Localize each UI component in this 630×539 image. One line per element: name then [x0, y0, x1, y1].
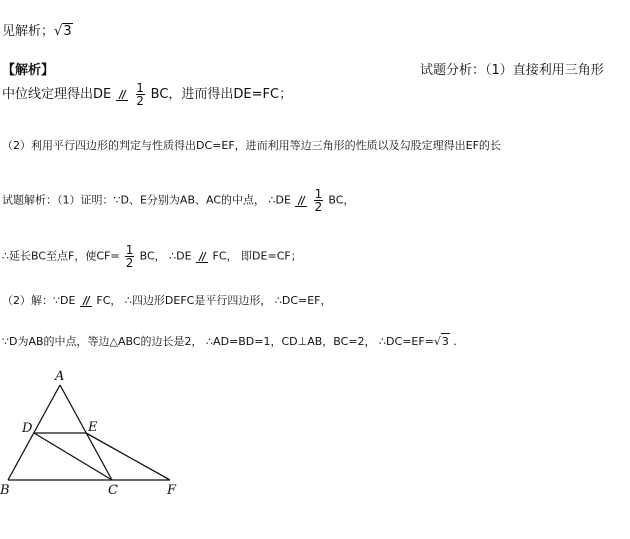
geometry-figure: [0, 365, 200, 505]
solution-line4-c: .: [453, 335, 457, 348]
solution-line3: [2, 292, 332, 310]
analysis-intro: 试题分析：（1）直接利用三角形: [420, 63, 604, 78]
solution-line1-a: 试题解析：（1）证明：∵D、E分别为AB、AC的中点， ∴DE: [2, 193, 291, 207]
solution-line1: [2, 188, 354, 213]
analysis-line1-a: 中位线定理得出DE: [2, 87, 112, 102]
fraction-half: $\frac{1}{2}$: [136, 81, 144, 108]
analysis-line2: （2）利用平行四边形的判定与性质得出DC=EF，进而利用等边三角形的性质以及勾股定理得出EF的长: [2, 139, 501, 152]
label-c: C: [108, 483, 118, 498]
segment-dc: [34, 433, 112, 480]
solution-line3-b: FC， ∴四边形DEFC是平行四边形， ∴DC=EF，: [96, 294, 332, 307]
answer-prefix: 见解析；: [2, 24, 55, 39]
solution-sqrt-value: 3: [441, 335, 449, 348]
analysis-line1: [2, 82, 292, 107]
label-f: F: [167, 483, 177, 498]
parallel-equal-icon: [115, 88, 129, 102]
parallel-equal-icon: [195, 250, 209, 264]
solution-line4-a: ∵D为AB的中点，等边△ABC的边长是2， ∴AD=BD=1，CD⊥AB，BC=2， ∴DC=EF=: [2, 335, 434, 348]
solution-line3-a: （2）解：∵DE: [2, 294, 76, 307]
fraction-half: $\frac{1}{2}$: [314, 187, 323, 214]
solution-line2-a: ∴延长BC至点F，使CF=: [2, 249, 120, 263]
label-d: D: [22, 421, 33, 436]
fraction-half: $\frac{1}{2}$: [125, 243, 134, 270]
analysis-heading: 【解析】: [2, 63, 55, 78]
parallel-equal-icon: [79, 294, 93, 308]
sqrt-sign: √: [433, 335, 441, 348]
analysis-line1-b: BC，进而得出DE=FC；: [150, 87, 293, 102]
answer-line: [2, 23, 73, 41]
solution-line1-b: BC，: [328, 193, 355, 207]
solution-line4: [2, 333, 457, 351]
sqrt-sign: √: [54, 24, 63, 39]
solution-line2-c: FC， 即DE=CF；: [212, 249, 302, 263]
parallel-equal-icon: [294, 194, 308, 208]
solution-line2: [2, 244, 302, 269]
label-a: A: [55, 369, 65, 384]
answer-sqrt-value: 3: [63, 24, 72, 39]
solution-line2-b: BC， ∴DE: [139, 249, 192, 263]
label-b: B: [0, 483, 10, 498]
label-e: E: [88, 420, 98, 435]
